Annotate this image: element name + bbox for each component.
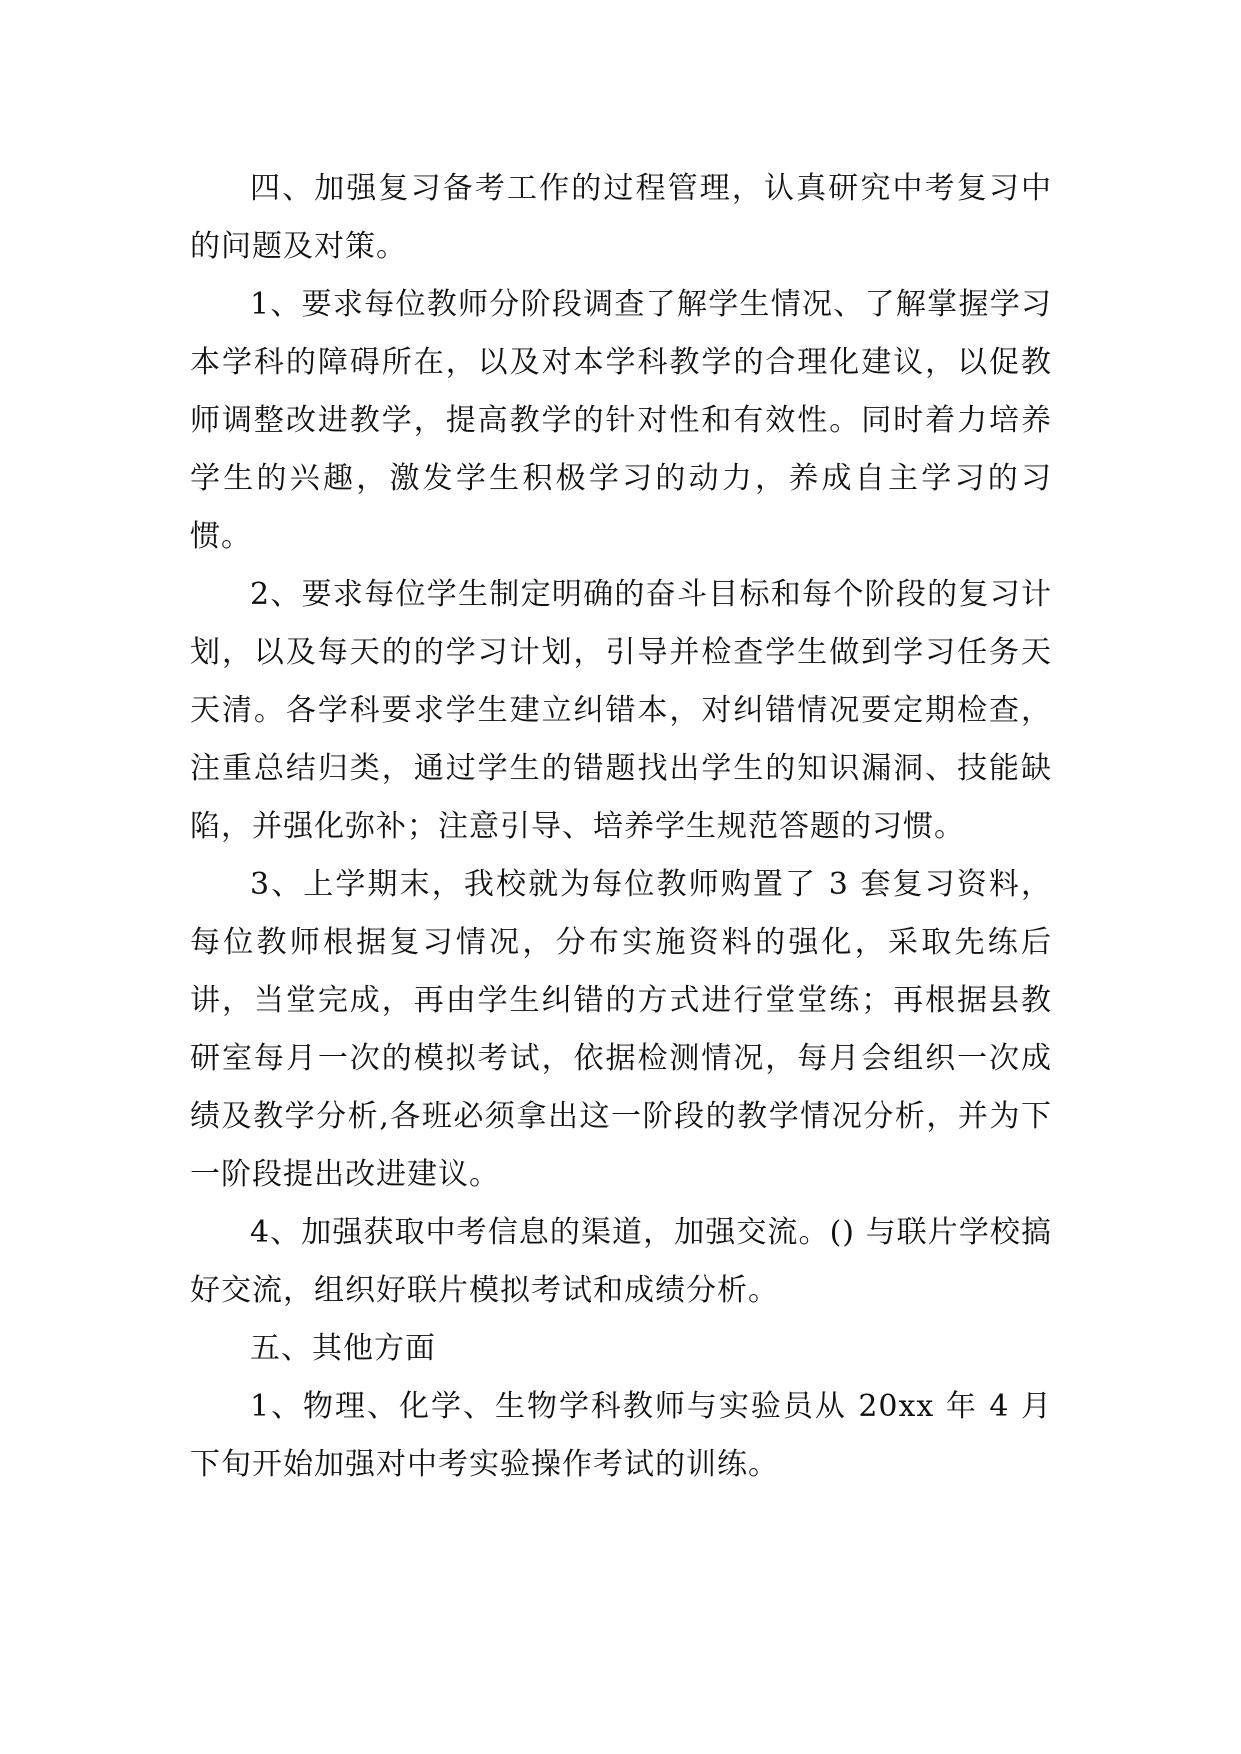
section-heading-four: 四、加强复习备考工作的过程管理，认真研究中考复习中的问题及对策。: [190, 171, 1052, 264]
paragraph-item-2: 2、要求每位学生制定明确的奋斗目标和每个阶段的复习计划，以及每天的的学习计划，引导并检查学生做到学习任务天天清。各学科要求学生建立纠错本，对纠错情况要定期检查，注重总结归类，通过学生的错题找出学生的知识漏洞、技能缺陷，并强化弥补；注意引导、培养学生规范答题的习惯。: [190, 577, 1052, 844]
document-body: [190, 160, 1052, 1494]
paragraph-item-3: 3、上学期末，我校就为每位教师购置了 3 套复习资料，每位教师根据复习情况，分布实施资料的强化，采取先练后讲，当堂完成，再由学生纠错的方式进行堂堂练；再根据县教研室每月一次的模拟考试，依据检测情况，每月会组织一次成绩及教学分析,各班必须拿出这一阶段的教学情况分析，并为下一阶段提出改进建议。: [190, 867, 1052, 1192]
paragraph-item-5-1: 1、物理、化学、生物学科教师与实验员从 20xx 年 4 月下旬开始加强对中考实验操作考试的训练。: [190, 1389, 1052, 1482]
paragraph-item-1: 1、要求每位教师分阶段调查了解学生情况、了解掌握学习本学科的障碍所在，以及对本学科教学的合理化建议，以促教师调整改进教学，提高教学的针对性和有效性。同时着力培养学生的兴趣，激发学生积极学习的动力，养成自主学习的习惯。: [190, 287, 1052, 554]
section-heading-five: 五、其他方面: [250, 1331, 436, 1366]
paragraph-item-4: 4、加强获取中考信息的渠道，加强交流。() 与联片学校搞好交流，组织好联片模拟考试和成绩分析。: [190, 1215, 1052, 1308]
